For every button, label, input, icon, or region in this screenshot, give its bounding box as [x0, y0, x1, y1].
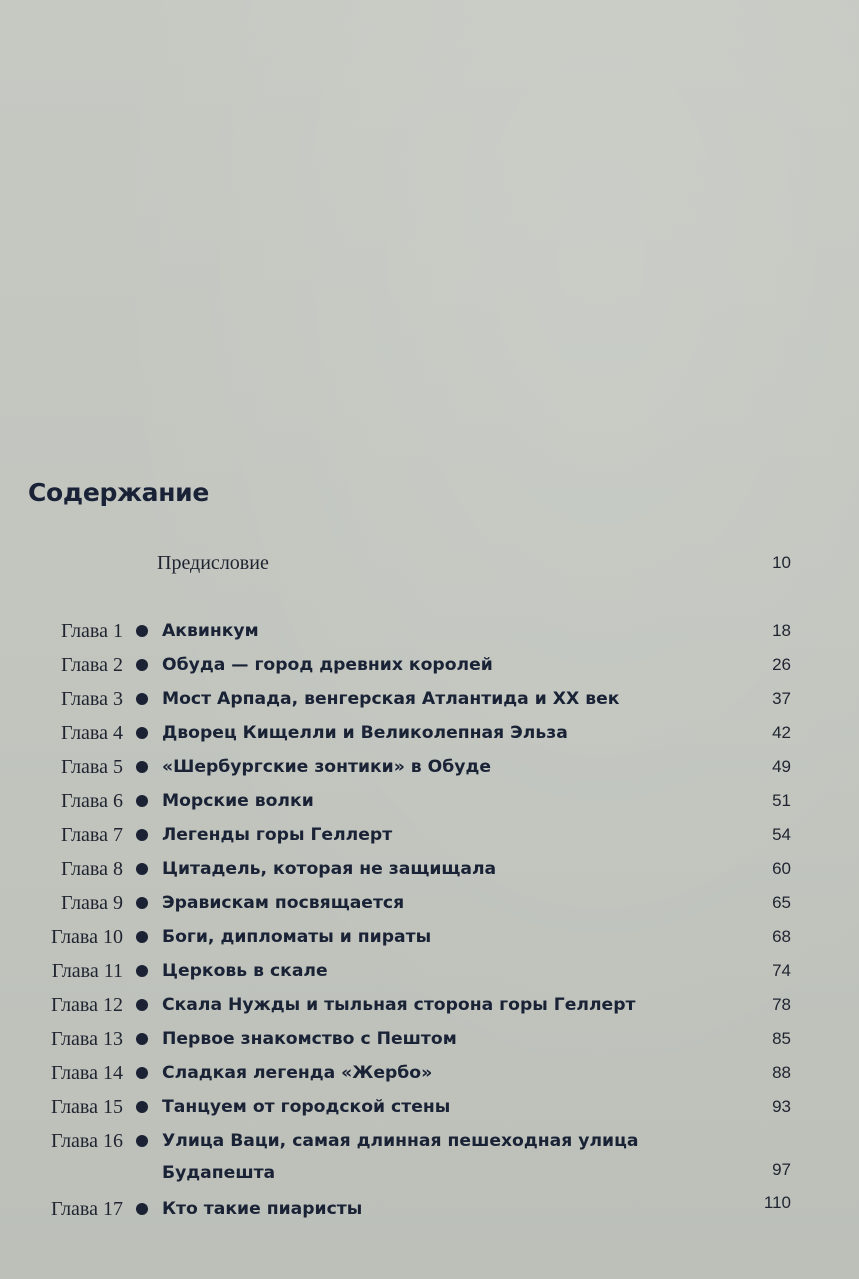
- toc-entry: [0, 1024, 859, 1054]
- chapter-label: Глава 12: [51, 994, 123, 1016]
- page-number: 93: [772, 1097, 791, 1116]
- chapter-label: Глава 14: [51, 1062, 123, 1084]
- page-number: 18: [772, 621, 791, 640]
- bullet-icon: [136, 1067, 148, 1079]
- chapter-label: Глава 16: [51, 1130, 123, 1152]
- chapter-title: Первое знакомство с Пештом: [162, 1029, 457, 1049]
- bullet-icon: [136, 727, 148, 739]
- chapter-title: Сладкая легенда «Жербо»: [162, 1063, 433, 1083]
- chapter-label: Глава 8: [61, 858, 123, 880]
- bullet-icon: [136, 1203, 148, 1215]
- page-number: 97: [772, 1160, 791, 1179]
- page-number: 51: [772, 791, 791, 810]
- page-number: 42: [772, 723, 791, 742]
- chapter-title-continued: Будапешта: [162, 1163, 276, 1183]
- chapter-label: Глава 11: [51, 960, 123, 982]
- chapter-title: Церковь в скале: [162, 961, 328, 981]
- chapter-label: Глава 2: [61, 654, 123, 676]
- bullet-icon: [136, 693, 148, 705]
- bullet-icon: [136, 1033, 148, 1045]
- toc-entry-preface: [0, 548, 859, 578]
- chapter-title: Легенды горы Геллерт: [162, 825, 393, 845]
- toc-entry: [0, 718, 859, 748]
- chapter-label: Глава 6: [61, 790, 123, 812]
- chapter-title: Цитадель, которая не защищала: [162, 859, 497, 879]
- bullet-icon: [136, 1101, 148, 1113]
- chapter-label: Глава 9: [61, 892, 123, 914]
- chapter-title: Мост Арпада, венгерская Атлантида и ХХ век: [162, 689, 620, 709]
- preface-label: Предисловие: [157, 552, 269, 574]
- toc-entry: [0, 650, 859, 680]
- chapter-title: Улица Ваци, самая длинная пешеходная улица: [162, 1131, 639, 1151]
- page-number: 65: [772, 893, 791, 912]
- toc-entry: [0, 1194, 859, 1224]
- toc-entry: [0, 990, 859, 1020]
- toc-entry: [0, 888, 859, 918]
- chapter-label: Глава 15: [51, 1096, 123, 1118]
- chapter-title: Эравискам посвящается: [162, 893, 405, 913]
- toc-entry: [0, 616, 859, 646]
- page-number: 110: [763, 1193, 791, 1212]
- chapter-label: Глава 5: [61, 756, 123, 778]
- toc-entry: [0, 956, 859, 986]
- page-number: 26: [772, 655, 791, 674]
- chapter-title: Морские волки: [162, 791, 314, 811]
- toc-entry: [0, 820, 859, 850]
- bullet-icon: [136, 965, 148, 977]
- chapter-label: Глава 13: [51, 1028, 123, 1050]
- page-number: 68: [772, 927, 791, 946]
- toc-entry: [0, 854, 859, 884]
- page-number: 60: [772, 859, 791, 878]
- toc-entry: [0, 684, 859, 714]
- chapter-title: Танцуем от городской стены: [162, 1097, 451, 1117]
- chapter-label: Глава 17: [51, 1198, 123, 1220]
- chapter-title: «Шербургские зонтики» в Обуде: [162, 757, 492, 777]
- bullet-icon: [136, 795, 148, 807]
- toc-entry: [0, 922, 859, 952]
- toc-entry: [0, 1092, 859, 1122]
- chapter-label: Глава 4: [61, 722, 123, 744]
- page-number: 54: [772, 825, 791, 844]
- chapter-label: Глава 10: [51, 926, 123, 948]
- page-number: 74: [772, 961, 791, 980]
- page-number: 49: [772, 757, 791, 776]
- chapter-title: Боги, дипломаты и пираты: [162, 927, 432, 947]
- bullet-icon: [136, 897, 148, 909]
- chapter-title: Дворец Кищелли и Великолепная Эльза: [162, 723, 568, 743]
- toc-entry: [0, 1058, 859, 1088]
- bullet-icon: [136, 863, 148, 875]
- page-number: 78: [772, 995, 791, 1014]
- bullet-icon: [136, 931, 148, 943]
- page-number: 37: [772, 689, 791, 708]
- page-number: 10: [772, 553, 791, 572]
- bullet-icon: [136, 761, 148, 773]
- toc-entry: [0, 1126, 859, 1190]
- bullet-icon: [136, 999, 148, 1011]
- bullet-icon: [136, 1135, 148, 1147]
- toc-entry: [0, 752, 859, 782]
- page-number: 88: [772, 1063, 791, 1082]
- chapter-label: Глава 1: [61, 620, 123, 642]
- chapter-label: Глава 7: [61, 824, 123, 846]
- page-number: 85: [772, 1029, 791, 1048]
- chapter-label: Глава 3: [61, 688, 123, 710]
- bullet-icon: [136, 625, 148, 637]
- bullet-icon: [136, 659, 148, 671]
- chapter-title: Аквинкум: [162, 621, 259, 641]
- bullet-icon: [136, 829, 148, 841]
- chapter-title: Обуда — город древних королей: [162, 655, 493, 675]
- chapter-title: Скала Нужды и тыльная сторона горы Геллерт: [162, 995, 636, 1015]
- toc-heading: Содержание: [28, 478, 210, 507]
- toc-entry: [0, 786, 859, 816]
- chapter-title: Кто такие пиаристы: [162, 1199, 363, 1219]
